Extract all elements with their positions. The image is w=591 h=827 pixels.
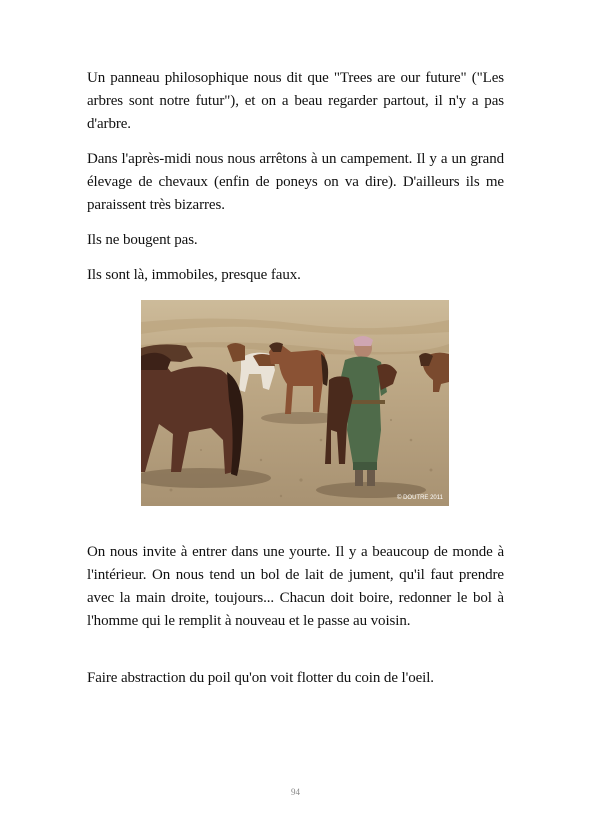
paragraph-ne-bougent-pas: Ils ne bougent pas. [87,232,198,248]
paragraph-trees-sign: Un panneau philosophique nous dit que "Trees are our future" ("Les arbres sont notre futur"), et on a beau regarder partout, il n'y a pas d'arbre. [87,70,504,132]
paragraph-campement: Dans l'après-midi nous nous arrêtons à un campement. Il y a un grand élevage de chevaux (enfin de poneys on va dire). D'ailleurs ils me paraissent très bizarres. [87,151,504,213]
page-number: 94 [291,787,300,797]
horses-photo [141,300,449,506]
paragraph-yourte: On nous invite à entrer dans une yourte. Il y a beaucoup de monde à l'intérieur. On nous tend un bol de lait de jument, qu'il faut prendre avec la main droite, toujours... Chacun doit boire, redonner le bol à l'homme qui le remplit à nouveau et le passe au voisin. [87,544,504,629]
paragraph-poil: Faire abstraction du poil qu'on voit flotter du coin de l'oeil. [87,670,434,686]
photo-watermark: © DOUTRE 2011 [397,495,443,501]
paragraph-immobiles: Ils sont là, immobiles, presque faux. [87,267,301,283]
